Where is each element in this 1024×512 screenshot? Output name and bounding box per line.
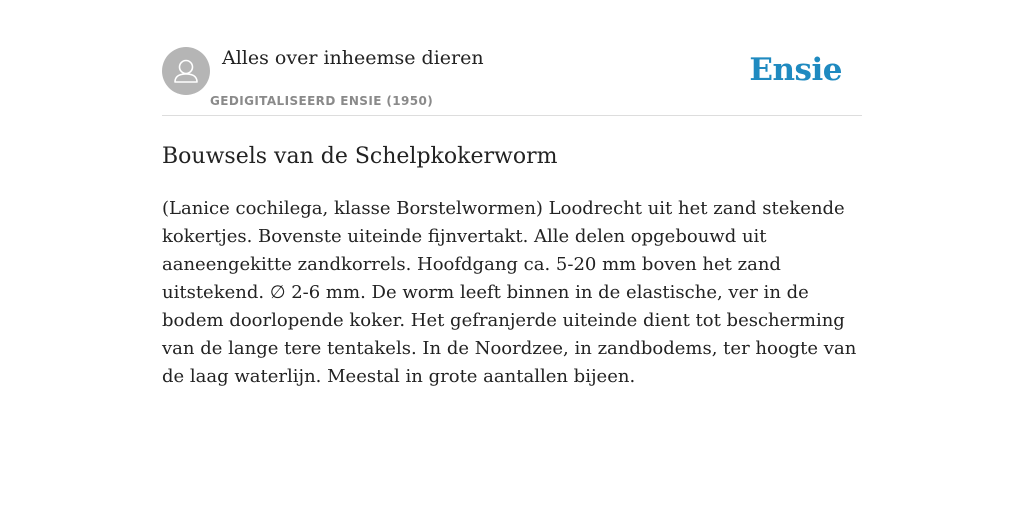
page-container xyxy=(162,0,862,391)
site-subtitle: GEDIGITALISEERD ENSIE (1950) xyxy=(210,94,434,108)
article-title: Bouwsels van de Schelpkokerworm xyxy=(162,144,558,169)
user-silhouette-icon xyxy=(162,47,210,95)
article-body: (Lanice cochilega, klasse Borstelwormen) Loodrecht uit het zand stekende kokertjes. Bovenste uiteinde fijnvertakt. Alle delen opgebouwd uit aaneengekitte zandkorrels. Hoofdgang ca. 5-20 mm boven het zand uitstekend. ∅ 2-6 mm. De worm leeft binnen in de elastische, ver in de bodem doorlopende koker. Het gefranjerde uiteinde dient tot bescherming van de lange tere tentakels. In de Noordzee, in zandbodems, ter hoogte van de laag waterlijn. Meestal in grote aantallen bijeen. xyxy=(162,198,857,387)
brand-logo[interactable]: Ensie xyxy=(749,52,842,88)
site-title[interactable]: Alles over inheemse dieren xyxy=(222,47,484,69)
user-avatar-icon[interactable] xyxy=(162,47,210,95)
page-header xyxy=(162,0,862,116)
